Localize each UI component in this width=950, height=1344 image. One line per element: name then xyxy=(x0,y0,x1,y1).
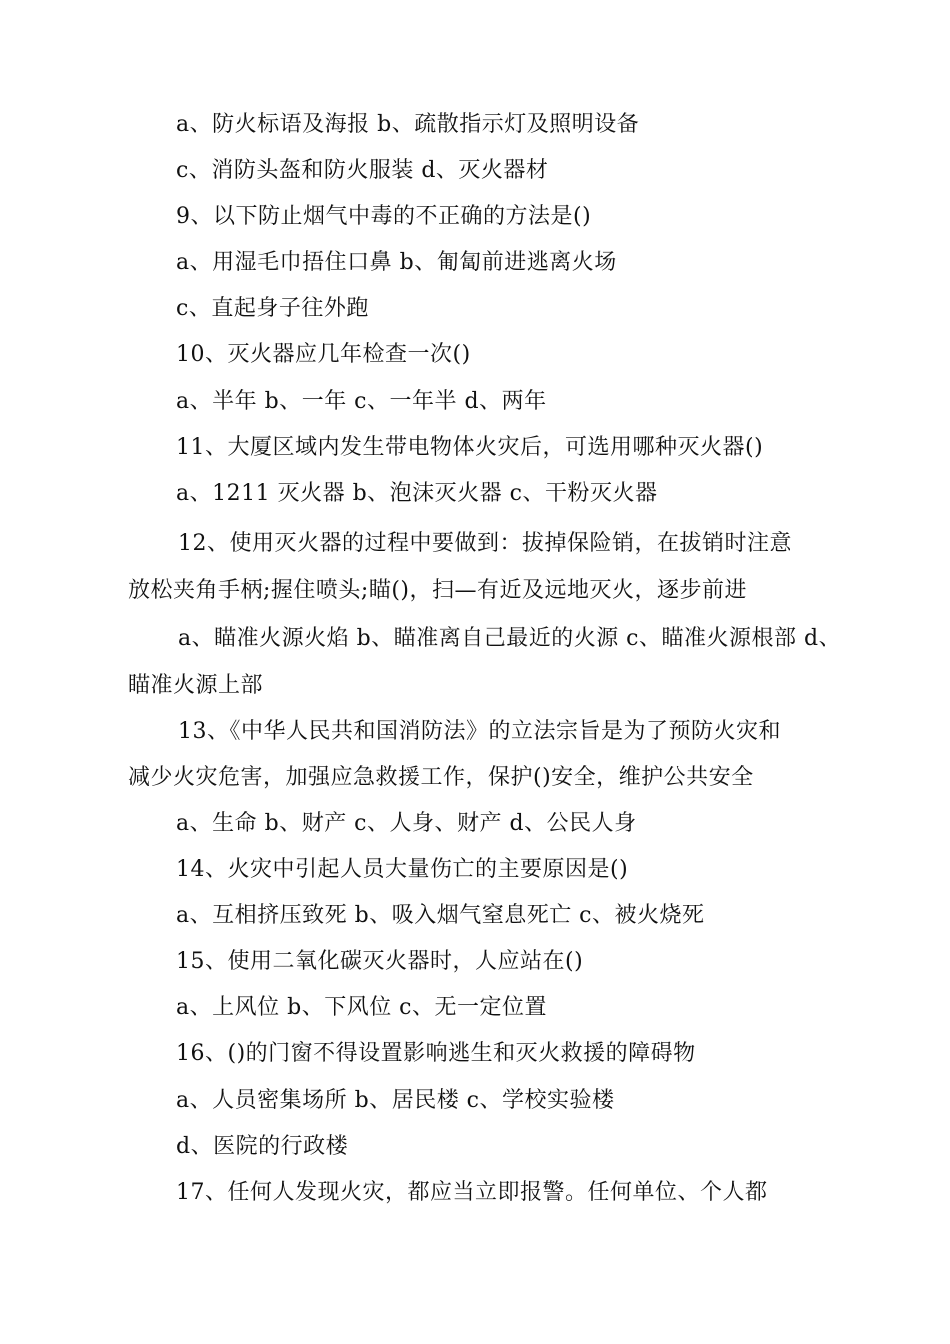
text-line: a、生命 b、财产 c、人身、财产 d、公民人身 xyxy=(176,811,637,836)
text-line: a、用湿毛巾捂住口鼻 b、匍匐前进逃离火场 xyxy=(176,250,617,275)
question-line: 17、任何人发现火灾，都应当立即报警。任何单位、个人都 xyxy=(176,1180,768,1205)
question-line: 11、大厦区域内发生带电物体火灾后，可选用哪种灭火器() xyxy=(176,435,764,460)
question-line: 14、火灾中引起人员大量伤亡的主要原因是() xyxy=(176,857,629,882)
question-line: 13、《中华人民共和国消防法》的立法宗旨是为了预防火灾和 xyxy=(178,719,781,744)
text-line: a、1211 灭火器 b、泡沫灭火器 c、干粉灭火器 xyxy=(176,481,658,506)
text-line: a、互相挤压致死 b、吸入烟气窒息死亡 c、被火烧死 xyxy=(176,903,705,928)
text-line: c、直起身子往外跑 xyxy=(176,296,369,321)
text-line: c、消防头盔和防火服装 d、灭火器材 xyxy=(176,158,549,183)
text-line-continued: 放松夹角手柄;握住喷头;瞄()，扫—有近及远地灭火，逐步前进 xyxy=(128,578,747,603)
question-line: 15、使用二氧化碳灭火器时，人应站在() xyxy=(176,949,584,974)
text-line: a、上风位 b、下风位 c、无一定位置 xyxy=(176,995,548,1020)
text-line: a、人员密集场所 b、居民楼 c、学校实验楼 xyxy=(176,1088,615,1113)
text-line: a、防火标语及海报 b、疏散指示灯及照明设备 xyxy=(176,112,640,137)
text-line-continued: 减少火灾危害，加强应急救援工作，保护()安全，维护公共安全 xyxy=(128,765,754,790)
question-line: 16、()的门窗不得设置影响逃生和灭火救援的障碍物 xyxy=(176,1041,696,1066)
question-line: 9、以下防止烟气中毒的不正确的方法是() xyxy=(176,204,592,229)
text-line: a、瞄准火源火焰 b、瞄准离自己最近的火源 c、瞄准火源根部 d、 xyxy=(178,626,842,651)
text-line: d、医院的行政楼 xyxy=(176,1134,349,1159)
question-line: 12、使用灭火器的过程中要做到：拔掉保险销，在拔销时注意 xyxy=(178,531,792,556)
text-line: a、半年 b、一年 c、一年半 d、两年 xyxy=(176,389,547,414)
text-line-continued: 瞄准火源上部 xyxy=(128,673,264,698)
question-line: 10、灭火器应几年检查一次() xyxy=(176,342,471,367)
